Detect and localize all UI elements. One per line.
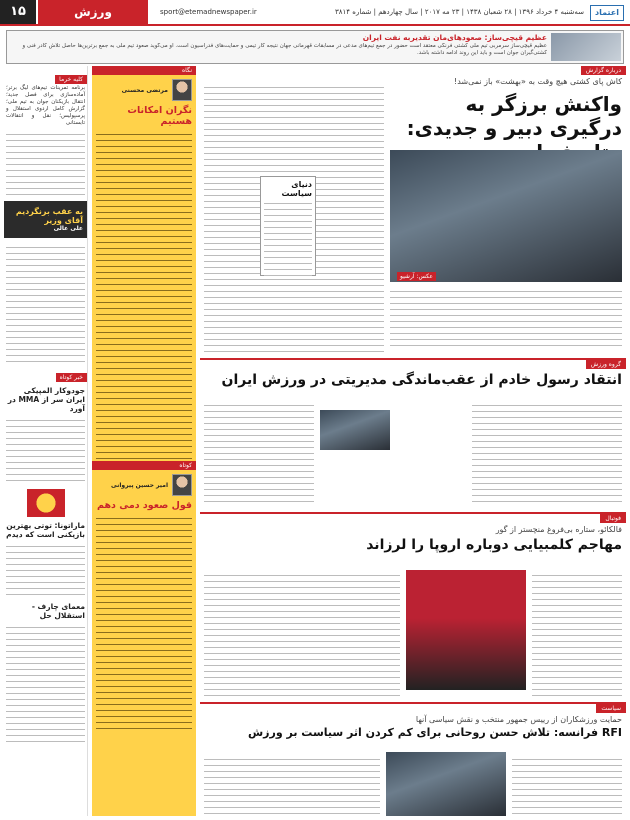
yellow-column: [92, 66, 196, 816]
story-2-body: [472, 400, 622, 506]
left-text-block-2: [6, 242, 85, 362]
page-header: [0, 0, 630, 26]
section-email[interactable]: sport@etemadnewspaper.ir: [160, 8, 257, 16]
author-1-name: مرتضی محسنی: [121, 86, 168, 94]
top-news-box: [6, 30, 624, 64]
author-2: [96, 474, 192, 496]
yellow-text-2: [96, 513, 192, 733]
story-1-caption: عکس: آرشیو: [397, 272, 436, 281]
story-3-subhead: فالکائو، ستاره بی‌فروغ منچستر از گور: [495, 525, 622, 534]
story-1-photo: [390, 150, 622, 282]
left-headline-3[interactable]: معمای چارف - استقلال حل: [31, 602, 85, 620]
story-1-body: [390, 286, 622, 350]
author-1: [96, 79, 192, 101]
story-3-body: [532, 570, 622, 696]
section-title: ورزش: [38, 0, 148, 24]
author-1-avatar: [172, 79, 192, 101]
sidebar-box: [260, 176, 316, 276]
main-area: [200, 66, 626, 816]
promo-box[interactable]: [4, 201, 87, 238]
story-3-body-2: [204, 570, 400, 696]
top-news-title[interactable]: عظیم قیچی‌ساز: صعودهای‌مان تقدیربه نفت ایران: [362, 33, 547, 42]
sidebar-title: دنیای سیاست: [281, 180, 312, 198]
left-text-block-5: [6, 622, 85, 742]
story-2-body-2: [204, 400, 314, 506]
story-3-photo: [406, 570, 526, 690]
story-1: [200, 66, 626, 354]
page-number: ۱۵: [0, 0, 36, 24]
story-2-kicker: گروه ورزش: [586, 360, 626, 369]
left-tag-1: کلیه خرما: [55, 75, 87, 84]
story-3-headline[interactable]: مهاجم کلمبیایی دوباره اروپا را لرزاند: [366, 537, 622, 553]
promo-author: علی عالی: [53, 225, 83, 232]
story-1-kicker: درباره گزارش: [581, 66, 626, 75]
story-4-subhead: حمایت ورزشکاران از رییس جمهور منتخب و نقش سیاسی آنها: [415, 715, 622, 724]
top-news-photo: [551, 33, 621, 61]
yellow-headline-2[interactable]: قول صعود دمی دهم: [97, 500, 192, 511]
story-2: [200, 358, 626, 508]
left-text-block: [6, 129, 85, 197]
promo-title: به عقب برنگردیم آقای وزیر: [15, 207, 83, 225]
story-3: [200, 512, 626, 698]
left-list: برنامه تمرینات تیم‌های لیگ برتر؛ آماده‌سازی برای فصل جدید؛ انتقال بازیکنان جوان به تیم ملی؛ گزارش کامل اردوی استقلال و پرسپولیس؛ نقل و انتقالات تابستانی: [6, 85, 85, 126]
story-1-subhead: کاش پای کشتی هیچ وقت به «بهشت» باز نمی‌شد!: [453, 77, 622, 86]
yellow-tag: نگاه: [92, 66, 196, 75]
football-icon: [27, 489, 65, 517]
left-text-block-4: [6, 541, 85, 599]
left-headline-2[interactable]: ماراتونا: توتی بهترین بازیکنی است که دیدم: [6, 521, 85, 539]
left-tag-2: خبر کوتاه: [56, 373, 87, 382]
story-4-body-2: [204, 754, 380, 816]
author-2-name: امیر حسین پیروانی: [111, 481, 168, 489]
story-2-photo: [320, 410, 390, 450]
top-news-text: عظیم قیچی‌ساز سرمربی تیم ملی کشتی فرنگی معتقد است حضور در جمع تیم‌های مدعی در مسابقات قهرمانی جهان نتیجه کار تیمی و حمایت‌های فدراسیون است. او می‌گوید صعود تیم ملی به جمع برترین‌ها حاصل تلاش کادر فنی و کشتی‌گیران جوان است و باید این روند ادامه داشته باشد.: [22, 43, 547, 56]
dateline: سه‌شنبه ۴ خرداد ۱۳۹۶ | ۲۸ شعبان ۱۴۳۸ | ۲۳ مه ۲۰۱۷ | سال چهاردهم | شماره ۳۸۱۴: [335, 8, 584, 16]
yellow-tag-2: کوتاه: [92, 461, 196, 470]
yellow-headline-1[interactable]: نگران امکانات هستیم: [127, 105, 192, 127]
author-2-avatar: [172, 474, 192, 496]
story-4-photo: [386, 752, 506, 816]
story-2-headline[interactable]: انتقاد رسول خادم از عقب‌ماندگی مدیریتی در ورزش ایران: [221, 372, 622, 388]
left-text-block-3: [6, 415, 85, 485]
story-4: [200, 702, 626, 816]
story-4-body: [512, 754, 622, 816]
story-3-kicker: فوتبال: [600, 514, 626, 523]
story-4-kicker: سیاست: [596, 704, 626, 713]
left-column: [4, 66, 88, 816]
story-4-headline[interactable]: RFI فرانسه: تلاش حسن روحانی برای کم کردن اثر سیاست بر ورزش: [247, 726, 622, 739]
yellow-text-1: [96, 129, 192, 459]
newspaper-logo: اعتماد: [590, 5, 624, 21]
left-headline-1[interactable]: جودوکار المپیکی ایران سر از MMA در آورد: [7, 386, 85, 413]
story-1-headline[interactable]: واکنش برزگر به درگیری دبیر و جدیدی:: [406, 92, 622, 140]
